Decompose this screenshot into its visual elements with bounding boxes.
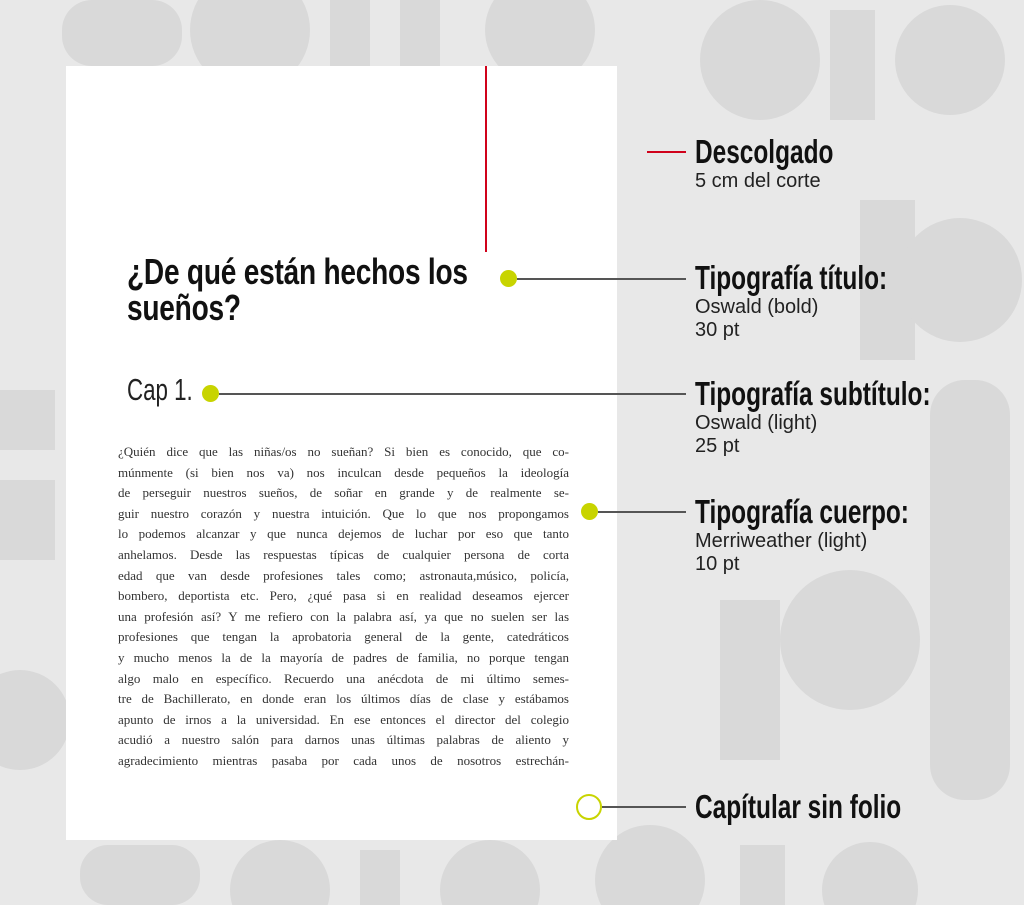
body-line: ¿Quién dice que las niñas/os no sueñan? Si bien es conocido, que co- xyxy=(118,444,569,459)
body-line: múnmente (si bien nos va) nos inculcan desde pequeños la ideología xyxy=(118,464,569,480)
annotation-heading: Capítular sin folio xyxy=(695,788,902,825)
body-line: tre de Bachillerato, en donde eran los últimos días de clase y estábamos xyxy=(118,691,569,707)
body-line: anhelamos. Desde las respuestas típicas de cualquier persona de corta xyxy=(118,546,569,562)
annotation-heading: Tipografía cuerpo: xyxy=(695,493,909,530)
annotation-detail: 30 pt xyxy=(695,319,740,341)
page-title: ¿De qué están hechos los sueños? xyxy=(127,251,468,328)
folio-marker-ring xyxy=(576,794,602,820)
body-text xyxy=(118,442,569,772)
annotation-heading: Tipografía subtítulo: xyxy=(695,375,931,412)
folio-leader-line xyxy=(602,806,686,808)
annotation-detail: 25 pt xyxy=(695,435,740,457)
annotation-folio xyxy=(695,789,974,825)
annotation-detail: Oswald (bold) xyxy=(695,296,819,318)
subtitle-leader-line xyxy=(219,393,686,395)
body-line: apunto de irnos a la universidad. En ese entonces el director del colegio xyxy=(118,711,569,727)
annotation-detail: Oswald (light) xyxy=(695,412,818,434)
body-line: y mucho menos la de la mayoría de padres de familia, no porque tengan xyxy=(118,649,569,665)
annotation-detail: 5 cm del corte xyxy=(695,170,821,192)
annotation-descolgado xyxy=(695,134,882,193)
body-line: de perseguir nuestros sueños, de soñar en grande y de realmente se- xyxy=(118,485,569,501)
annotation-heading: Descolgado xyxy=(695,133,834,170)
annotation-subtitle-font xyxy=(695,376,1013,458)
title-leader-line xyxy=(517,278,686,280)
annotation-detail: 10 pt xyxy=(695,553,740,575)
body-line: guir nuestro corazón y nuestra intuición. Que lo que nos propongamos xyxy=(118,505,569,521)
annotation-detail: Merriweather (light) xyxy=(695,530,868,552)
body-line: algo malo en específico. Recuerdo una anécdota de mi último semes- xyxy=(118,670,569,686)
annotation-body-font xyxy=(695,494,984,576)
body-line: bombero, deportista etc. Pero, ¿qué pasa si en realidad deseamos ejercer xyxy=(118,588,569,604)
body-line: acudió a nuestro salón para darnos unas últimas palabras de aliento y xyxy=(118,732,569,748)
body-line: profesiones que tengan la aprobatoria general de la gente, catedráticos xyxy=(118,629,569,645)
body-line: edad que van desde profesiones tales como; astronauta,músico, policía, xyxy=(118,567,569,583)
title-marker-dot xyxy=(500,270,517,287)
body-line: una profesión así? Y me refiero con la palabra así, ya que no suelen ser las xyxy=(118,608,569,624)
subtitle-marker-dot xyxy=(202,385,219,402)
body-marker-dot xyxy=(581,503,598,520)
annotation-heading: Tipografía título: xyxy=(695,259,888,296)
descolgado-vertical-line xyxy=(485,66,487,252)
body-leader-line xyxy=(598,511,686,513)
descolgado-marker-line xyxy=(647,151,686,153)
body-line: agradecimiento mientras pasaba por cada unos de nosotros estrechán- xyxy=(118,752,569,768)
chapter-subtitle: Cap 1. xyxy=(127,372,193,407)
annotation-title-font xyxy=(695,260,955,342)
body-line: lo podemos alcanzar y que nunca dejemos de luchar por eso que tanto xyxy=(118,526,569,542)
